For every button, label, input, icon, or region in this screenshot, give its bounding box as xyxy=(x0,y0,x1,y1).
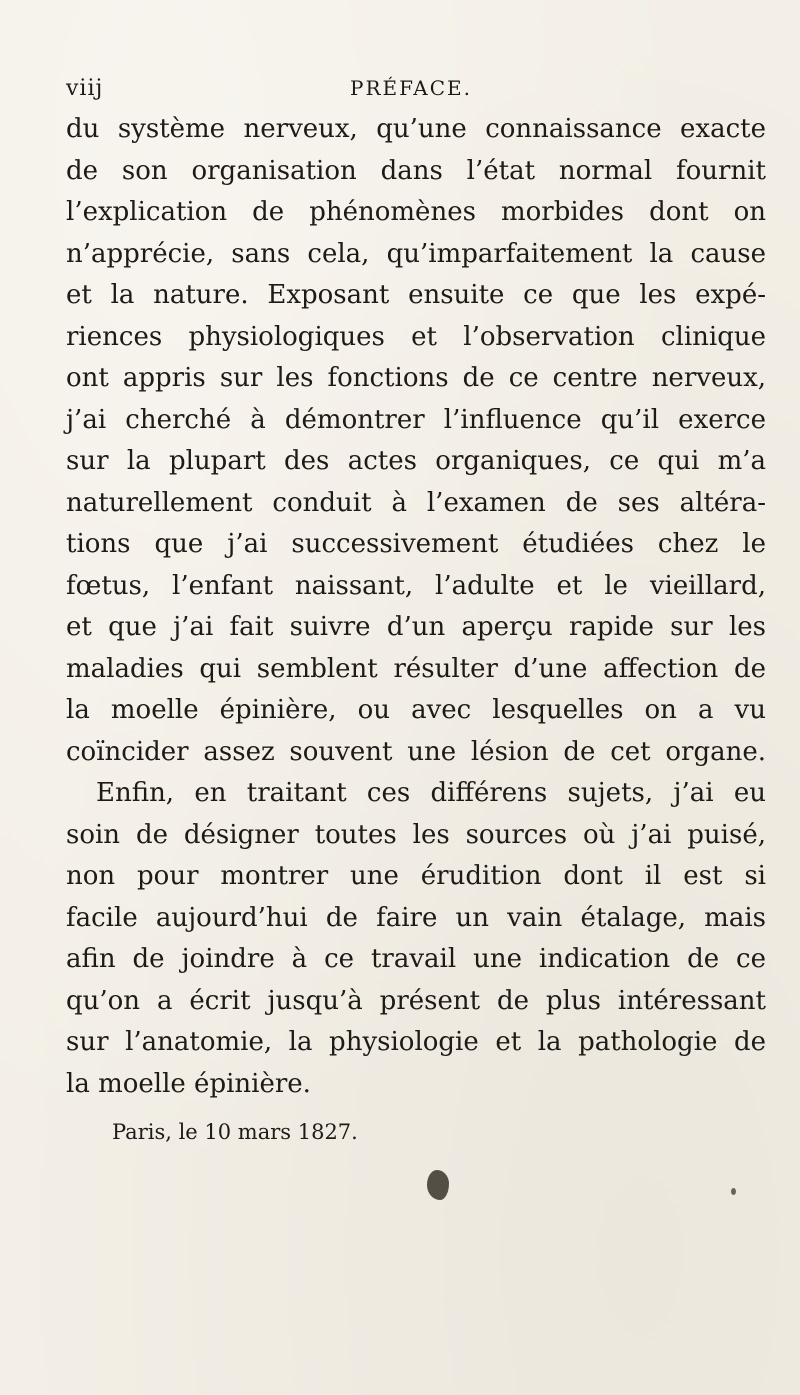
text-line: tions que j’ai successivement étudiées chez le xyxy=(66,529,766,559)
text-line: facile aujourd’hui de faire un vain étalage, mais xyxy=(66,902,766,933)
page-number: viij xyxy=(66,76,104,101)
text-line: et que j’ai fait suivre d’un aperçu rapide sur les xyxy=(66,612,766,642)
text-line: de son organisation dans l’état normal fournit xyxy=(66,155,766,186)
text-line: ont appris sur les fonctions de ce centre nerveux, xyxy=(66,363,766,393)
text-line: l’explication de phénomènes morbides dont on xyxy=(66,197,766,227)
ink-speck-mark xyxy=(731,1188,736,1195)
running-head xyxy=(66,76,756,106)
text-line: et la nature. Exposant ensuite ce que les expé- xyxy=(66,280,766,310)
preface-body xyxy=(66,109,766,1105)
text-line: sur l’anatomie, la physiologie et la pathologie de xyxy=(66,1027,766,1057)
text-line: j’ai cherché à démontrer l’influence qu’il exerce xyxy=(66,404,766,435)
text-line-last: la moelle épinière. xyxy=(66,1068,311,1099)
text-line: fœtus, l’enfant naissant, l’adulte et le vieillard, xyxy=(66,570,766,601)
text-line: sur la plupart des actes organiques, ce qui m’a xyxy=(66,446,766,476)
running-title: PRÉFACE. xyxy=(350,76,472,100)
ink-blot-mark xyxy=(427,1170,449,1200)
text-line: maladies qui semblent résulter d’une affection de xyxy=(66,653,766,684)
text-line: soin de désigner toutes les sources où j’ai puisé, xyxy=(66,819,766,850)
text-line: naturellement conduit à l’examen de ses altéra- xyxy=(66,487,766,518)
text-line: afin de joindre à ce travail une indication de ce xyxy=(66,944,766,974)
text-line: n’apprécie, sans cela, qu’imparfaitement la cause xyxy=(66,238,766,269)
text-line-paragraph-start: Enfin, en traitant ces différens sujets, j’ai eu xyxy=(96,778,766,808)
text-line: du système nerveux, qu’une connaissance exacte xyxy=(66,114,766,144)
text-line: riences physiologiques et l’observation clinique xyxy=(66,321,766,352)
text-line: coïncider assez souvent une lésion de cet organe. xyxy=(66,736,766,767)
text-line: qu’on a écrit jusqu’à présent de plus intéressant xyxy=(66,985,766,1016)
text-line: non pour montrer une érudition dont il est si xyxy=(66,861,766,891)
text-line: la moelle épinière, ou avec lesquelles on a vu xyxy=(66,695,766,725)
place-date-signature: Paris, le 10 mars 1827. xyxy=(112,1120,358,1144)
